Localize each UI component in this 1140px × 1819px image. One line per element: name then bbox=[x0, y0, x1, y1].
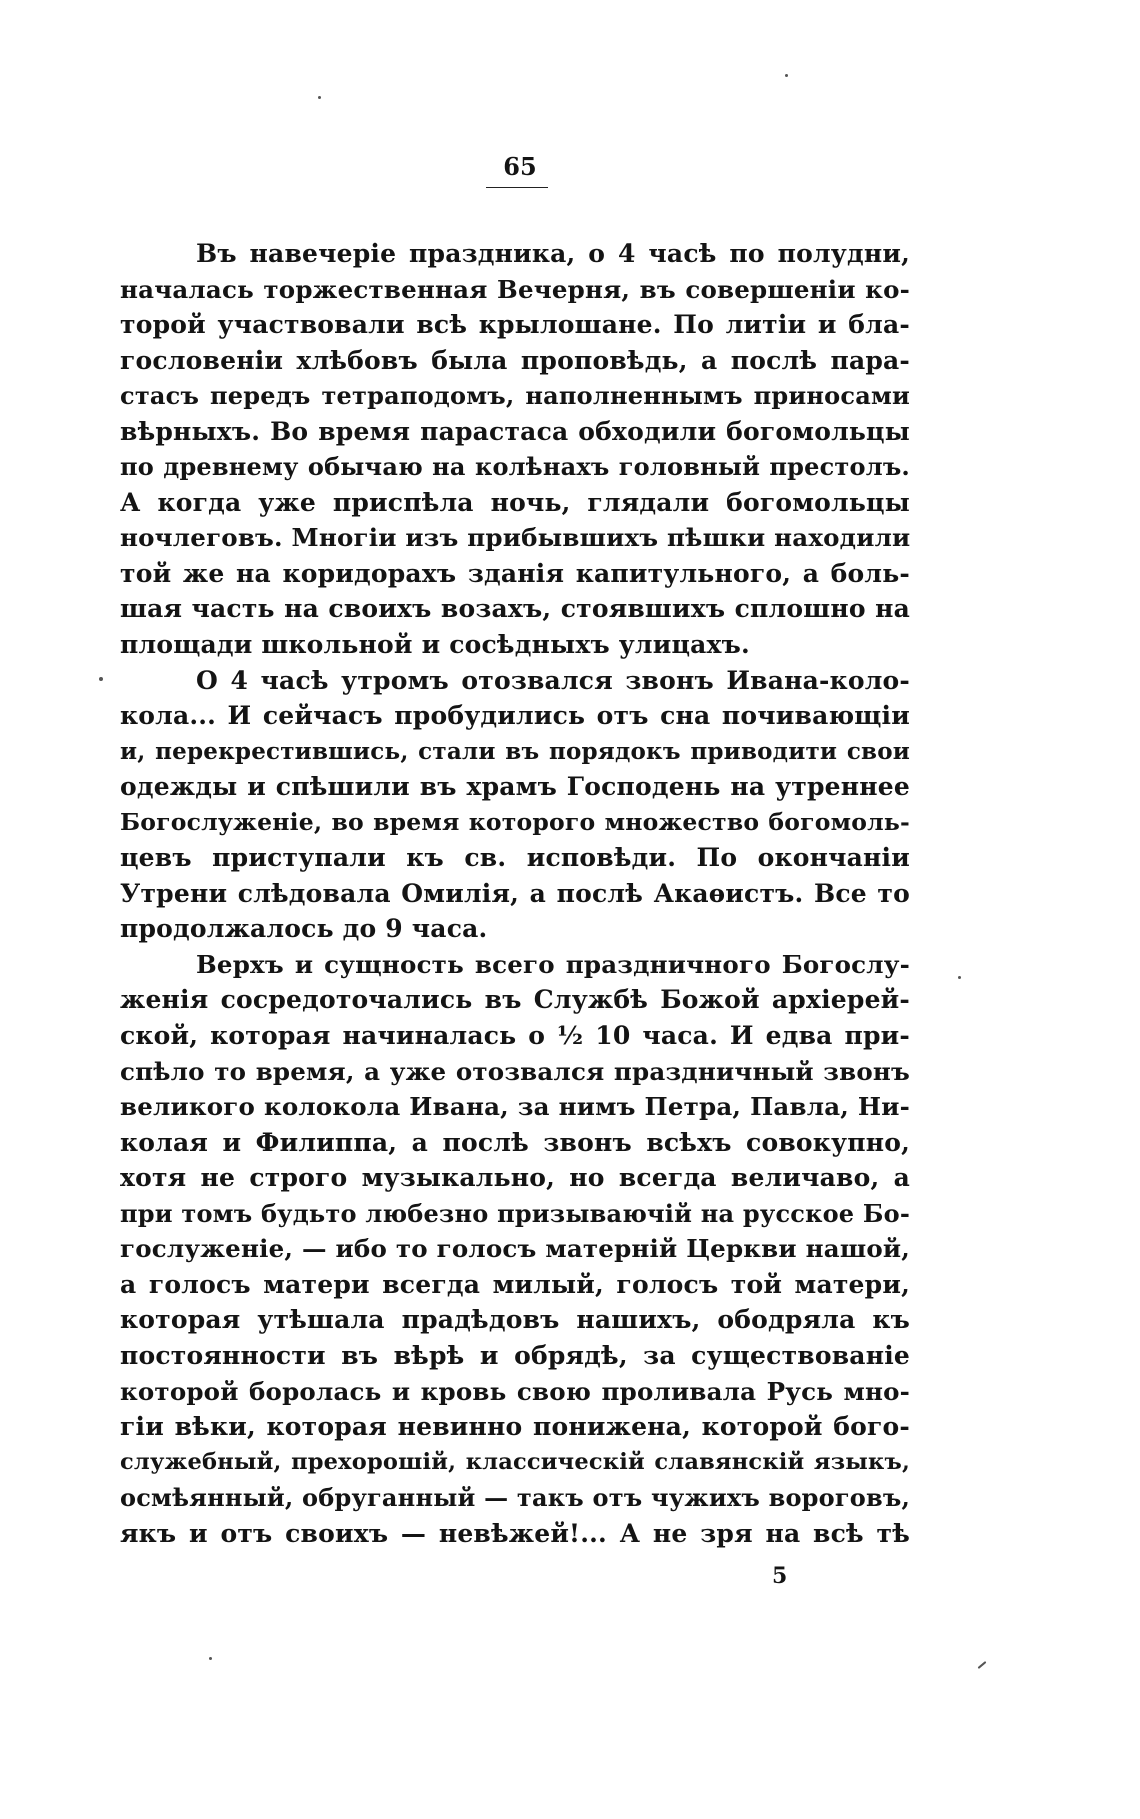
text-line: по древнему обычаю на колѣнахъ головный престолъ. bbox=[120, 452, 910, 482]
text-line: якъ и отъ своихъ — невѣжей!... А не зря на всѣ тѣ bbox=[120, 1518, 910, 1548]
text-line: ночлеговъ. Многіи изъ прибывшихъ пѣшки находили bbox=[120, 523, 910, 553]
text-line: той же на коридорахъ зданія капитульного, а боль- bbox=[120, 558, 910, 588]
text-line: А когда уже приспѣла ночь, глядали богомольцы bbox=[120, 487, 910, 517]
page-number: 65 bbox=[503, 152, 537, 181]
text-line: О 4 часѣ утромъ отозвался звонъ Ивана-коло- bbox=[196, 665, 910, 695]
text-line: великого колокола Ивана, за нимъ Петра, Павла, Ни- bbox=[120, 1092, 910, 1122]
text-line: стасъ передъ тетраподомъ, наполненнымъ приносами bbox=[120, 381, 910, 411]
text-line: осмѣянный, обруганный — такъ отъ чужихъ вороговъ, bbox=[120, 1483, 910, 1513]
text-line: цевъ приступали къ св. исповѣди. По окончаніи bbox=[120, 843, 910, 873]
text-line: Въ навечеріе праздника, о 4 часѣ по полудни, bbox=[196, 239, 910, 268]
text-line: кола... И сейчасъ пробудились отъ сна почивающіи bbox=[120, 701, 910, 731]
text-line: хотя не строго музыкально, но всегда величаво, а bbox=[120, 1163, 910, 1193]
scan-speck bbox=[318, 96, 321, 99]
text-line: торой участвовали всѣ крылошане. По литіи и бла- bbox=[120, 310, 910, 340]
text-line: постоянности въ вѣрѣ и обрядѣ, за существованіе bbox=[120, 1340, 910, 1370]
signature-mark: 5 bbox=[772, 1563, 788, 1589]
text-line: ской, которая начиналась о ½ 10 часа. И едва при- bbox=[120, 1021, 910, 1051]
text-line: гіи вѣки, которая невинно понижена, которой бого- bbox=[120, 1412, 910, 1442]
text-line: началась торжественная Вечерня, въ совершеніи ко- bbox=[120, 274, 910, 304]
text-line: вѣрныхъ. Во время парастаса обходили богомольцы bbox=[120, 416, 910, 446]
text-line: гословеніи хлѣбовъ была проповѣдь, а послѣ пара- bbox=[120, 345, 910, 375]
text-line: одежды и спѣшили въ храмъ Господень на утреннее bbox=[120, 772, 910, 802]
text-line: Утрени слѣдовала Омилія, а послѣ Акаѳистъ. Все то bbox=[120, 878, 910, 908]
text-line: служебный, прехорошій, классическій славянскій языкъ, bbox=[120, 1448, 910, 1475]
text-line: женія сосредоточались въ Службѣ Божой архіерей- bbox=[120, 985, 910, 1015]
text-line: продолжалось до 9 часа. bbox=[120, 914, 488, 944]
text-line: шая часть на своихъ возахъ, стоявшихъ сплошно на bbox=[120, 594, 910, 624]
text-line: колая и Филиппа, а послѣ звонъ всѣхъ совокупно, bbox=[120, 1127, 910, 1157]
page-number-rule bbox=[486, 187, 548, 188]
scan-speck bbox=[785, 74, 788, 77]
text-line: а голосъ матери всегда милый, голосъ той матери, bbox=[120, 1269, 910, 1299]
text-line: площади школьной и сосѣдныхъ улицахъ. bbox=[120, 630, 750, 660]
text-line: и, перекрестившись, стали въ порядокъ приводити свои bbox=[120, 737, 910, 765]
text-line: Верхъ и сущность всего праздничного Богослу- bbox=[196, 949, 910, 979]
body-text bbox=[120, 236, 910, 1551]
text-line: спѣло то время, а уже отозвался праздничный звонъ bbox=[120, 1056, 910, 1086]
text-line: гослуженіе, — ибо то голосъ матерній Церкви нашой, bbox=[120, 1234, 910, 1264]
scan-speck bbox=[958, 976, 961, 979]
text-line: Богослуженіе, во время которого множество богомоль- bbox=[120, 807, 910, 836]
text-line: при томъ будьто любезно призываючій на русское Бо- bbox=[120, 1198, 910, 1228]
scan-speck bbox=[209, 1657, 212, 1660]
text-line: которая утѣшала прадѣдовъ нашихъ, ободряла къ bbox=[120, 1305, 910, 1335]
text-line: которой боролась и кровь свою проливала Русь мно- bbox=[120, 1376, 910, 1406]
scan-speck bbox=[99, 677, 103, 681]
scan-speck bbox=[978, 1661, 987, 1669]
